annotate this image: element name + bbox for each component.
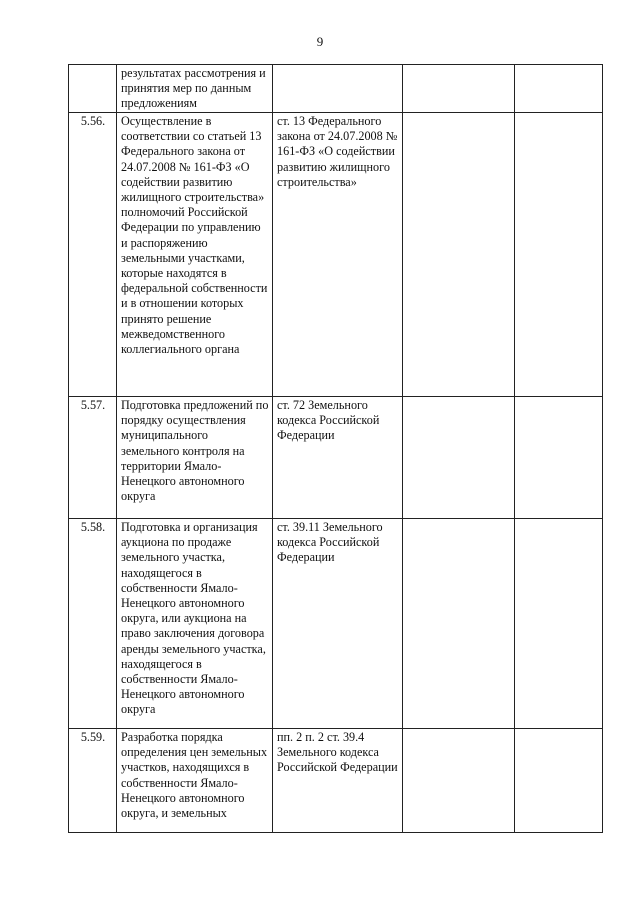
table-row [69,65,603,113]
item-description-cell: результатах рассмотрения и принятия мер по данным предложениям [117,65,273,113]
page-number: 9 [316,34,324,49]
empty-column-cell [403,113,515,397]
table-row [69,397,603,519]
table-row [69,729,603,833]
table-row [69,113,603,397]
empty-column-cell [403,65,515,113]
item-number-cell: 5.56. [69,113,117,397]
legal-basis-cell: ст. 13 Федерального закона от 24.07.2008 № 161-ФЗ «О содействии развитию жилищного строительства» [273,113,403,397]
item-description-cell: Подготовка предложений по порядку осуществления муниципального земельного контроля на территории Ямало-Ненецкого автономного округа [117,397,273,519]
legal-basis-cell: ст. 72 Земельного кодекса Российской Федерации [273,397,403,519]
empty-column-cell [403,519,515,729]
empty-column-cell [515,65,603,113]
item-number-cell: 5.57. [69,397,117,519]
legal-basis-cell: пп. 2 п. 2 ст. 39.4 Земельного кодекса Российской Федерации [273,729,403,833]
empty-column-cell [515,519,603,729]
item-description-cell: Разработка порядка определения цен земельных участков, находящихся в собственности Ямало-Ненецкого автономного округа, и земельных [117,729,273,833]
legal-basis-cell: ст. 39.11 Земельного кодекса Российской Федерации [273,519,403,729]
item-number-cell: 5.59. [69,729,117,833]
empty-column-cell [515,729,603,833]
item-description-cell: Подготовка и организация аукциона по продаже земельного участка, находящегося в собственности Ямало-Ненецкого автономного округа, или аукциона на право заключения договора аренды земельного участка, находящегося в собственности Ямало-Ненецкого автономного округа [117,519,273,729]
empty-column-cell [403,397,515,519]
item-number-cell: 5.58. [69,519,117,729]
authority-table [68,64,603,833]
legal-basis-cell [273,65,403,113]
empty-column-cell [515,113,603,397]
table-row [69,519,603,729]
empty-column-cell [403,729,515,833]
item-description-cell: Осуществление в соответствии со статьей 13 Федерального закона от 24.07.2008 № 161-ФЗ «О содействии развитию жилищного строительства» полномочий Российской Федерации по управлению и распоряжению земельными участками, которые находятся в федеральной собственности и в отношении которых принято решение межведомственного коллегиального органа [117,113,273,397]
item-number-cell [69,65,117,113]
empty-column-cell [515,397,603,519]
